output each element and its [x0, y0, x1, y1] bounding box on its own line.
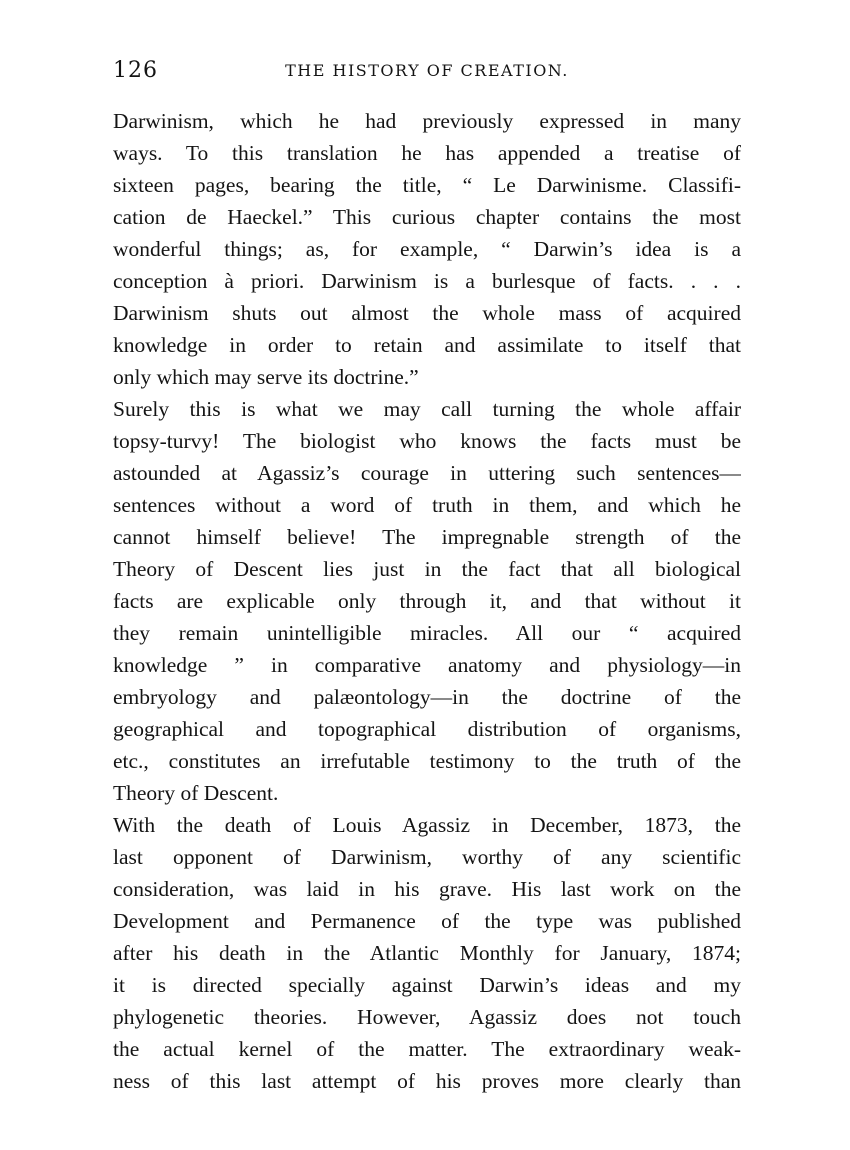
text-line: topsy-turvy! The biologist who knows the facts must be — [113, 429, 741, 453]
page-header — [113, 58, 741, 88]
text-line: the actual kernel of the matter. The extraordinary weak- — [113, 1037, 741, 1061]
text-line: astounded at Agassiz’s courage in uttering such sentences— — [113, 461, 741, 485]
text-line: only which may serve its doctrine.” — [113, 365, 419, 389]
text-line: Theory of Descent. — [113, 781, 279, 805]
text-line: after his death in the Atlantic Monthly for January, 1874; — [113, 941, 741, 965]
text-line: Theory of Descent lies just in the fact that all biological — [113, 557, 741, 581]
body-text — [113, 105, 741, 1097]
running-title: THE HISTORY OF CREATION. — [285, 61, 569, 80]
text-line: ness of this last attempt of his proves more clearly than — [113, 1069, 741, 1093]
text-line: they remain unintelligible miracles. All our “ acquired — [113, 621, 741, 645]
page-number: 126 — [113, 58, 158, 83]
text-line: last opponent of Darwinism, worthy of any scientific — [113, 845, 741, 869]
text-line: phylogenetic theories. However, Agassiz does not touch — [113, 1005, 741, 1029]
text-line: facts are explicable only through it, and that without it — [113, 589, 741, 613]
text-line: knowledge in order to retain and assimilate to itself that — [113, 333, 741, 357]
text-line: Darwinism, which he had previously expressed in many — [113, 109, 741, 133]
text-line: knowledge ” in comparative anatomy and physiology—in — [113, 653, 741, 677]
text-line: Surely this is what we may call turning the whole affair — [113, 397, 741, 421]
text-line: conception à priori. Darwinism is a burlesque of facts. . . . — [113, 269, 741, 293]
text-line: geographical and topographical distribution of organisms, — [113, 717, 741, 741]
text-line: With the death of Louis Agassiz in December, 1873, the — [113, 813, 741, 837]
text-line: sixteen pages, bearing the title, “ Le Darwinisme. Classifi- — [113, 173, 741, 197]
text-line: etc., constitutes an irrefutable testimony to the truth of the — [113, 749, 741, 773]
text-line: cation de Haeckel.” This curious chapter contains the most — [113, 205, 741, 229]
text-line: sentences without a word of truth in them, and which he — [113, 493, 741, 517]
text-line: Darwinism shuts out almost the whole mass of acquired — [113, 301, 741, 325]
text-line: Development and Permanence of the type was published — [113, 909, 741, 933]
text-line: embryology and palæontology—in the doctrine of the — [113, 685, 741, 709]
text-line: it is directed specially against Darwin’s ideas and my — [113, 973, 741, 997]
text-line: consideration, was laid in his grave. His last work on the — [113, 877, 741, 901]
text-line: ways. To this translation he has appended a treatise of — [113, 141, 741, 165]
text-line: wonderful things; as, for example, “ Darwin’s idea is a — [113, 237, 741, 261]
text-line: cannot himself believe! The impregnable strength of the — [113, 525, 741, 549]
